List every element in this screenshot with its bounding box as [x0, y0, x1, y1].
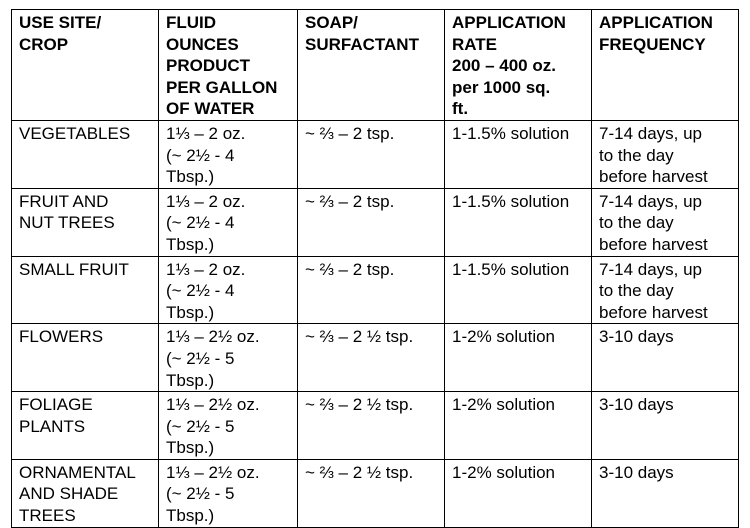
- cell-soap: ~ ⅔ – 2 tsp.: [298, 188, 445, 256]
- table-row: [12, 120, 739, 188]
- cell-application-rate: 1-1.5% solution: [445, 256, 592, 324]
- cell-frequency: 3-10 days: [592, 459, 739, 527]
- header-fluid-ounces: FLUID OUNCES PRODUCT PER GALLON OF WATER: [159, 10, 298, 121]
- cell-soap: ~ ⅔ – 2 ½ tsp.: [298, 392, 445, 460]
- cell-soap: ~ ⅔ – 2 tsp.: [298, 120, 445, 188]
- cell-application-rate: 1-1.5% solution: [445, 188, 592, 256]
- cell-fluid-ounces: 1⅓ – 2 oz. (~ 2½ - 4 Tbsp.): [159, 120, 298, 188]
- cell-fluid-ounces: 1⅓ – 2½ oz. (~ 2½ - 5 Tbsp.): [159, 459, 298, 527]
- cell-fluid-ounces: 1⅓ – 2½ oz. (~ 2½ - 5 Tbsp.): [159, 392, 298, 460]
- cell-use-site: SMALL FRUIT: [12, 256, 159, 324]
- cell-use-site: FLOWERS: [12, 324, 159, 392]
- table-row: [12, 324, 739, 392]
- cell-frequency: 7-14 days, up to the day before harvest: [592, 188, 739, 256]
- header-use-site-crop: USE SITE/ CROP: [12, 10, 159, 121]
- cell-use-site: FRUIT AND NUT TREES: [12, 188, 159, 256]
- cell-fluid-ounces: 1⅓ – 2 oz. (~ 2½ - 4 Tbsp.): [159, 188, 298, 256]
- header-soap-surfactant: SOAP/ SURFACTANT: [298, 10, 445, 121]
- cell-application-rate: 1-2% solution: [445, 392, 592, 460]
- table-row: [12, 256, 739, 324]
- cell-application-rate: 1-2% solution: [445, 324, 592, 392]
- cell-soap: ~ ⅔ – 2 tsp.: [298, 256, 445, 324]
- cell-soap: ~ ⅔ – 2 ½ tsp.: [298, 459, 445, 527]
- cell-use-site: ORNAMENTAL AND SHADE TREES: [12, 459, 159, 527]
- header-application-frequency: APPLICATION FREQUENCY: [592, 10, 739, 121]
- cell-use-site: FOLIAGE PLANTS: [12, 392, 159, 460]
- application-rate-table: [11, 9, 739, 528]
- table-header-row: [12, 10, 739, 121]
- cell-frequency: 3-10 days: [592, 392, 739, 460]
- table-row: [12, 459, 739, 527]
- cell-use-site: VEGETABLES: [12, 120, 159, 188]
- cell-application-rate: 1-1.5% solution: [445, 120, 592, 188]
- cell-application-rate: 1-2% solution: [445, 459, 592, 527]
- cell-fluid-ounces: 1⅓ – 2½ oz. (~ 2½ - 5 Tbsp.): [159, 324, 298, 392]
- cell-frequency: 3-10 days: [592, 324, 739, 392]
- cell-fluid-ounces: 1⅓ – 2 oz. (~ 2½ - 4 Tbsp.): [159, 256, 298, 324]
- header-application-rate: APPLICATION RATE 200 – 400 oz. per 1000 sq. ft.: [445, 10, 592, 121]
- cell-soap: ~ ⅔ – 2 ½ tsp.: [298, 324, 445, 392]
- table-row: [12, 392, 739, 460]
- table-row: [12, 188, 739, 256]
- cell-frequency: 7-14 days, up to the day before harvest: [592, 256, 739, 324]
- cell-frequency: 7-14 days, up to the day before harvest: [592, 120, 739, 188]
